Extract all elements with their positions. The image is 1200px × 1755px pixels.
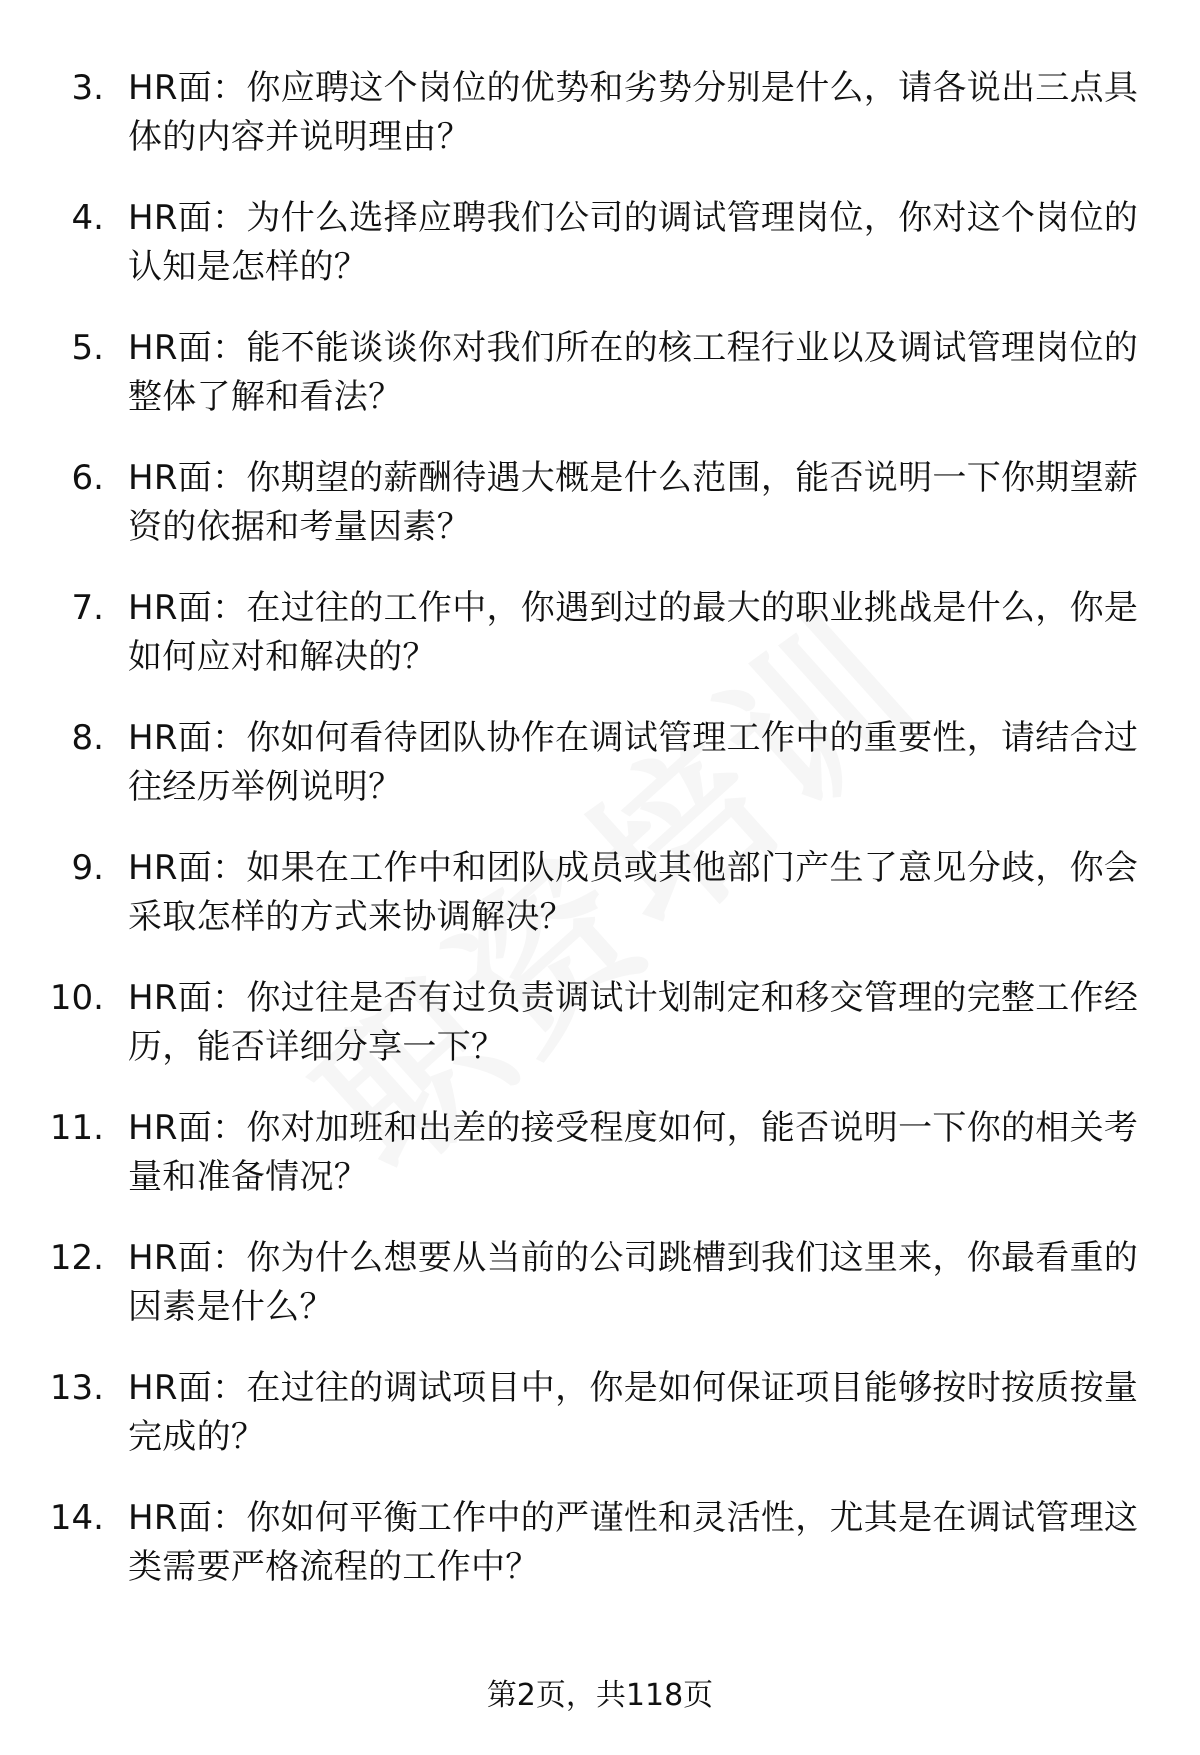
- question-item-7: [0, 574, 1200, 704]
- question-text: HR面：你应聘这个岗位的优势和劣势分别是什么，请各说出三点具体的内容并说明理由？: [128, 68, 1139, 157]
- question-number: 10.: [49, 978, 104, 1018]
- question-item-10: [0, 964, 1200, 1094]
- question-text: HR面：你为什么想要从当前的公司跳槽到我们这里来，你最看重的因素是什么？: [128, 1238, 1139, 1327]
- question-item-11: [0, 1094, 1200, 1224]
- question-number: 11.: [49, 1108, 104, 1148]
- question-item-6: [0, 444, 1200, 574]
- question-item-9: [0, 834, 1200, 964]
- question-text: HR面：如果在工作中和团队成员或其他部门产生了意见分歧，你会采取怎样的方式来协调解决？: [128, 848, 1139, 937]
- question-text: HR面：为什么选择应聘我们公司的调试管理岗位，你对这个岗位的认知是怎样的？: [128, 198, 1139, 287]
- question-item-12: [0, 1224, 1200, 1354]
- question-item-13: [0, 1354, 1200, 1484]
- question-text: HR面：你期望的薪酬待遇大概是什么范围，能否说明一下你期望薪资的依据和考量因素？: [128, 458, 1139, 547]
- question-item-3: [0, 54, 1200, 184]
- question-number: 4.: [71, 198, 104, 238]
- question-text: HR面：你如何看待团队协作在调试管理工作中的重要性，请结合过往经历举例说明？: [128, 718, 1139, 807]
- page-number-label: 第2页，共118页: [486, 1678, 714, 1713]
- question-number: 6.: [71, 458, 104, 498]
- question-number: 12.: [49, 1238, 104, 1278]
- question-item-5: [0, 314, 1200, 444]
- question-text: HR面：你对加班和出差的接受程度如何，能否说明一下你的相关考量和准备情况？: [128, 1108, 1139, 1197]
- question-text: HR面：你过往是否有过负责调试计划制定和移交管理的完整工作经历，能否详细分享一下？: [128, 978, 1139, 1067]
- question-number: 14.: [49, 1498, 104, 1538]
- question-list: [0, 54, 1200, 1614]
- page-footer: [0, 1676, 1200, 1716]
- question-item-14: [0, 1484, 1200, 1614]
- question-text: HR面：在过往的工作中，你遇到过的最大的职业挑战是什么，你是如何应对和解决的？: [128, 588, 1139, 677]
- question-text: HR面：在过往的调试项目中，你是如何保证项目能够按时按质按量完成的？: [128, 1368, 1139, 1457]
- question-number: 3.: [71, 68, 104, 108]
- question-number: 13.: [49, 1368, 104, 1408]
- question-number: 9.: [71, 848, 104, 888]
- question-text: HR面：能不能谈谈你对我们所在的核工程行业以及调试管理岗位的整体了解和看法？: [128, 328, 1139, 417]
- question-item-8: [0, 704, 1200, 834]
- question-number: 8.: [71, 718, 104, 758]
- question-item-4: [0, 184, 1200, 314]
- question-text: HR面：你如何平衡工作中的严谨性和灵活性，尤其是在调试管理这类需要严格流程的工作中？: [128, 1498, 1139, 1587]
- question-number: 7.: [71, 588, 104, 628]
- question-number: 5.: [71, 328, 104, 368]
